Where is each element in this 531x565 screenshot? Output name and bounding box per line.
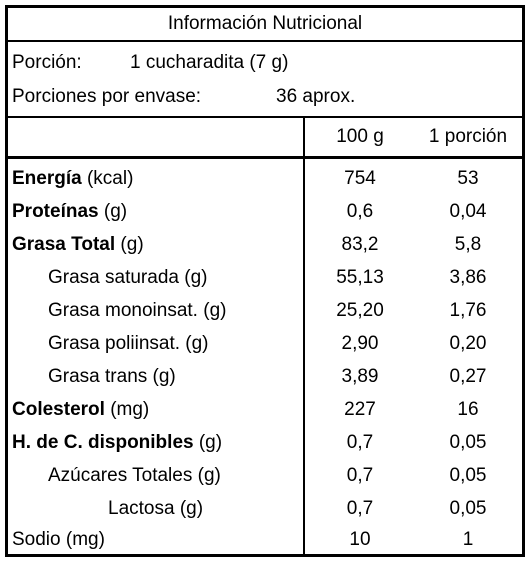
value-100g: 0,7: [346, 465, 374, 486]
value-portion: 0,04: [449, 201, 487, 222]
value-100g: 227: [344, 399, 376, 420]
value-portion: 3,86: [449, 267, 487, 288]
table-title: Información Nutricional: [8, 8, 522, 42]
value-100g: 0,7: [346, 498, 374, 519]
value-portion: 5,8: [454, 234, 482, 255]
value-100g: 0,7: [346, 432, 374, 453]
servings-row: [12, 82, 517, 112]
value-100g: 2,90: [341, 333, 379, 354]
portion-label: Porción:: [12, 52, 82, 73]
value-100g: 754: [344, 168, 376, 189]
nutrient-name: Lactosa (g): [108, 498, 204, 519]
nutrient-name: Energía (kcal): [12, 168, 134, 189]
servings-label: Porciones por envase:: [12, 86, 202, 107]
value-100g: 25,20: [336, 300, 384, 321]
value-portion: 1: [462, 529, 474, 550]
nutrient-name: Grasa poliinsat. (g): [48, 333, 209, 354]
nutrient-name: Grasa Total (g): [12, 234, 144, 255]
nutrient-name: H. de C. disponibles (g): [12, 432, 223, 453]
value-100g: 55,13: [336, 267, 384, 288]
value-100g: 10: [349, 529, 371, 550]
value-portion: 0,05: [449, 498, 487, 519]
servings-value: 36 aprox.: [276, 86, 356, 107]
column-header-portion: 1 porción: [428, 126, 508, 147]
value-portion: 1,76: [449, 300, 487, 321]
column-header-row: [8, 118, 522, 159]
nutrient-name: Colesterol (mg): [12, 399, 150, 420]
column-header-100g: 100 g: [336, 126, 384, 147]
value-portion: 0,20: [449, 333, 487, 354]
value-portion: 53: [457, 168, 479, 189]
portion-section: [8, 42, 522, 118]
value-portion: 0,05: [449, 432, 487, 453]
value-portion: 0,27: [449, 366, 487, 387]
portion-value: 1 cucharadita (7 g): [130, 52, 289, 73]
nutrient-name: Grasa trans (g): [48, 366, 176, 387]
nutrient-name: Sodio (mg): [12, 529, 105, 550]
value-100g: 3,89: [341, 366, 379, 387]
value-portion: 16: [457, 399, 479, 420]
nutrient-name: Grasa monoinsat. (g): [48, 300, 227, 321]
value-100g: 0,6: [346, 201, 374, 222]
nutrition-facts-table: [5, 5, 525, 557]
nutrient-grid: [8, 118, 522, 554]
portion-row: [12, 48, 517, 78]
nutrient-name: Proteínas (g): [12, 201, 128, 222]
nutrient-name: Grasa saturada (g): [48, 267, 208, 288]
value-portion: 0,05: [449, 465, 487, 486]
nutrient-name: Azúcares Totales (g): [48, 465, 221, 486]
value-100g: 83,2: [341, 234, 379, 255]
